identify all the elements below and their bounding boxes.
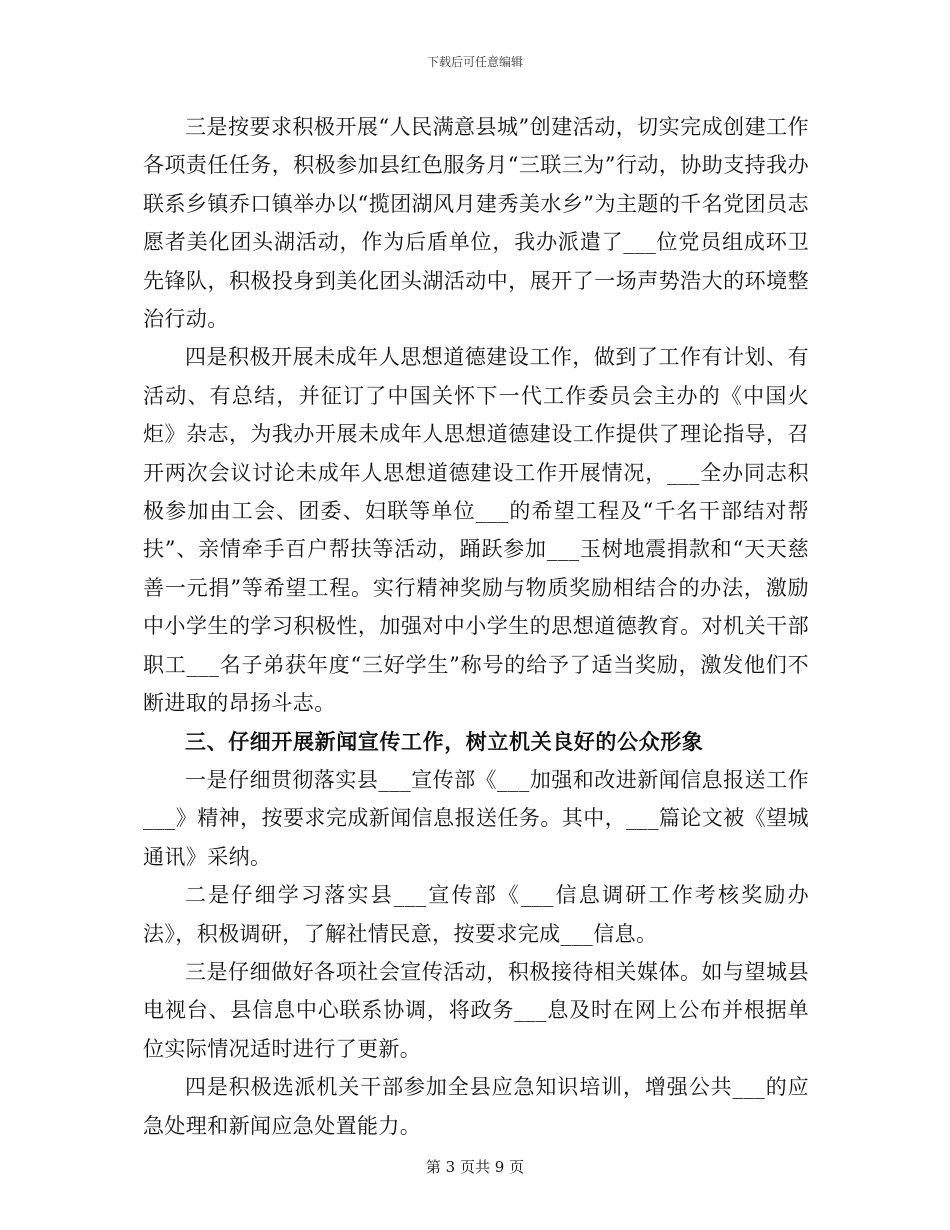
paragraph: 三是按要求积极开展“人民满意县城”创建活动，切实完成创建工作各项责任任务，积极参加县红色服务月“三联三为”行动，协助支持我办联系乡镇乔口镇举办以“揽团湖风月建秀美水乡”为主题的千名党团员志愿者美化团头湖活动，作为后盾单位，我办派遣了___位党员组成环卫先锋队，积极投身到美化团头湖活动中，展开了一场声势浩大的环境整治行动。 (143, 115, 809, 332)
document-body (143, 108, 809, 1145)
paragraph: 二是仔细学习落实县___宣传部《___信息调研工作考核奖励办法》，积极调研，了解社情民意，按要求完成___信息。 (143, 883, 809, 946)
paragraph: 四是积极开展未成年人思想道德建设工作，做到了工作有计划、有活动、有总结，并征订了中国关怀下一代工作委员会主办的《中国火炬》杂志，为我办开展未成年人思想道德建设工作提供了理论指导，召开两次会议讨论未成年人思想道德建设工作开展情况，___全办同志积极参加由工会、团委、妇联等单位___的希望工程及“千名干部结对帮扶”、亲情牵手百户帮扶等活动，踊跃参加___玉树地震捐款和“天天慈善一元捐”等希望工程。实行精神奖励与物质奖励相结合的办法，激励中小学生的学习积极性，加强对中小学生的思想道德教育。对机关干部职工___名子弟获年度“三好学生”称号的给予了适当奖励，激发他们不断进取的昂扬斗志。 (143, 345, 809, 716)
page-header: 下载后可任意编辑 (426, 55, 523, 69)
page-number: 第 3 页共 9 页 (425, 1158, 525, 1176)
paragraph: 一是仔细贯彻落实县___宣传部《___加强和改进新闻信息报送工作___》精神，按要求完成新闻信息报送任务。其中，___篇论文被《望城通讯》采纳。 (143, 767, 809, 869)
paragraph: 三是仔细做好各项社会宣传活动，积极接待相关媒体。如与望城县电视台、县信息中心联系协调，将政务___息及时在网上公布并根据单位实际情况适时进行了更新。 (143, 959, 809, 1061)
section-heading: 三、仔细开展新闻宣传工作，树立机关良好的公众形象 (185, 729, 704, 754)
paragraph: 四是积极选派机关干部参加全县应急知识培训，增强公共___的应急处理和新闻应急处置能力。 (143, 1075, 809, 1138)
